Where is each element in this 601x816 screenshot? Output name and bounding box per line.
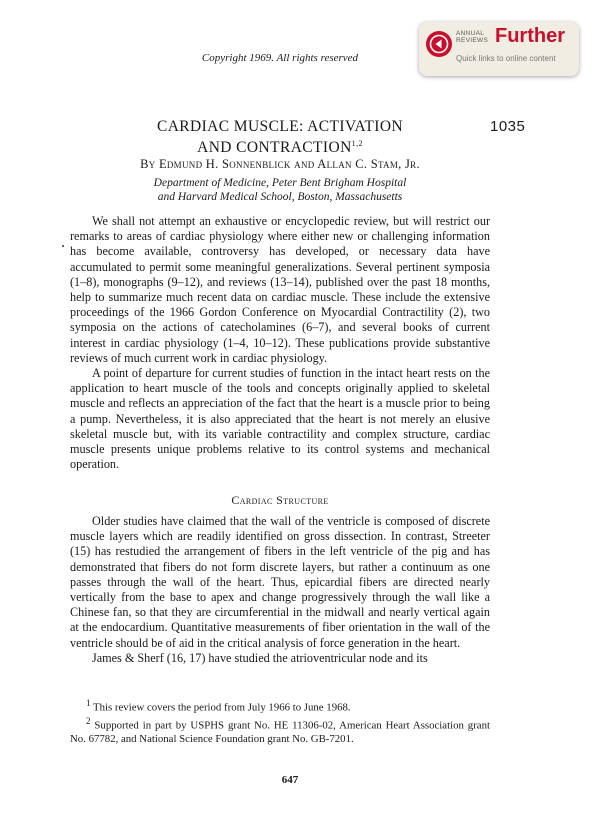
footnote-1-text: This review covers the period from July 1966 to June 1968. <box>93 701 351 714</box>
section-heading: Cardiac Structure <box>231 493 329 507</box>
affiliation-line-2: and Harvard Medical School, Boston, Massachusetts <box>157 191 403 203</box>
footnote-2-mark: 2 <box>86 716 91 727</box>
intro-section <box>70 214 490 472</box>
footnote-2 <box>70 715 490 747</box>
further-arrow-icon <box>426 31 452 57</box>
paragraph-2: A point of departure for current studies of function in the intact heart rests on the application to heart muscle of the tools and concepts originally applied to skeletal muscle and reflects an appreciation of the fact that the heart is a muscle prior to being a pump. Nevertheless, it is also appreciated that the heart is not merely an elusive skeletal muscle but, with its variable contractility and complex structure, cardiac muscle presents unique problems relative to its control systems and mechanical operation. <box>70 366 490 472</box>
stray-mark <box>62 245 64 247</box>
badge-further-text: Further <box>495 25 565 47</box>
badge-annual-text: ANNUAL <box>456 30 485 37</box>
annual-reviews-wordmark <box>456 30 488 44</box>
title-line-2 <box>120 135 440 156</box>
footnotes <box>70 697 490 747</box>
annual-reviews-further-badge[interactable] <box>419 22 579 76</box>
paragraph-4: James & Sherf (16, 17) have studied the atrioventricular node and its <box>92 650 428 665</box>
paragraph-1: We shall not attempt an exhaustive or encyclopedic review, but will restrict our remarks to areas of cardiac physiology where either new or challenging information has become available, controversy has developed, or necessary data have accumulated to permit some meaningful generalizations. Several pertinent symposia (1–8), monographs (9–12), and reviews (13–14), published over the past 18 months, help to summarize much recent data on cardiac muscle. These include the extensive proceedings of the 1966 Gordon Conference on Myocardial Contractility (2), two symposia on the actions of catecholamines (6–7), and several books of current interest in cardiac physiology (1–4, 10–12). These publications provide substantive reviews of much current work in cardiac physiology. <box>70 214 490 365</box>
author-affiliation <box>120 176 440 204</box>
title-line-1: CARDIAC MUSCLE: ACTIVATION <box>156 118 404 135</box>
article-title <box>120 118 440 156</box>
title-footnote-marks: 1,2 <box>351 139 363 148</box>
affiliation-line-1: Department of Medicine, Peter Bent Brigham Hospital <box>153 177 407 189</box>
paragraph-3: Older studies have claimed that the wall of the ventricle is composed of discrete muscle layers which are readily identified on gross dissection. In contrast, Streeter (15) has restudied the arrangement of fibers in the left ventricle of the pig and has demonstrated that fibers do not form discrete layers, but rather a continuum as one passes through the wall of the heart. Thus, epicardial fibers are directed nearly vertically from the base to apex and change progressively through the wall like a Chinese fan, so that they are circumferential in the midwall and nearly vertical again at the endocardium. Quantitative measurements of fiber orientation in the wall of the ventricle should be of aid in the critical analysis of force generation in the heart. <box>70 514 490 650</box>
badge-subtitle: Quick links to online content <box>456 54 556 63</box>
badge-reviews-text: REVIEWS <box>456 37 489 44</box>
footnote-1 <box>70 697 490 715</box>
footnote-1-mark: 1 <box>86 698 91 708</box>
cardiac-structure-section <box>70 514 490 666</box>
title-line-2-text: AND CONTRACTION <box>197 139 352 157</box>
page-number-footer: 647 <box>281 774 299 786</box>
footnote-2-text: Supported in part by USPHS grant No. HE 11306-02, American Heart Association grant No. 67782, and National Science Foundation grant No. GB-7201. <box>70 719 490 746</box>
author-byline: By Edmund H. Sonnenblick and Allan C. Stam, Jr. <box>140 157 420 171</box>
copyright-notice: Copyright 1969. All rights reserved <box>201 52 359 64</box>
page-number-top: 1035 <box>490 118 526 135</box>
